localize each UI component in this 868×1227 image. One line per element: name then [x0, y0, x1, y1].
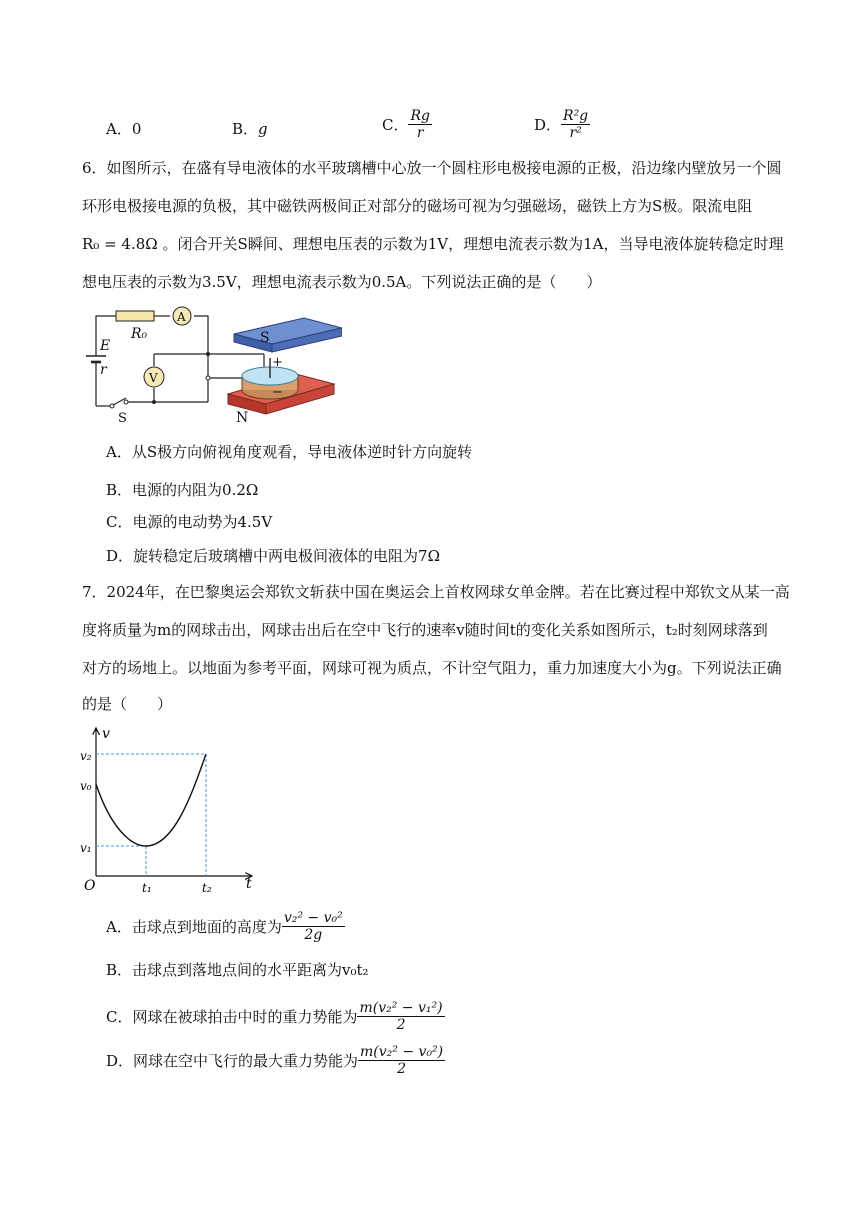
q7-option-b: B．击球点到落地点间的水平距离为v₀t₂: [106, 961, 369, 979]
plus-label: +: [272, 355, 283, 370]
q7-option-d: [106, 1044, 445, 1077]
q6-stem-line-3: R₀ = 4.8Ω 。闭合开关S瞬间、理想电压表的示数为1V，理想电流表示数为1A，当导电液体旋转稳定时理: [82, 235, 784, 253]
q7-option-d-label: D．网球在空中飞行的最大重力势能为: [106, 1052, 359, 1070]
tick-label-t2: t₂: [202, 881, 212, 895]
q7-stem-line-3: 对方的场地上。以地面为参考平面，网球可视为质点，不计空气阻力，重力加速度大小为g。下列说法正确: [82, 659, 782, 677]
q7-option-c: [106, 1000, 445, 1033]
fraction-denominator: 2g: [304, 927, 323, 943]
velocity-curve: [96, 754, 206, 846]
q7-option-a-fraction: [282, 910, 345, 943]
q5-option-a: A．0: [106, 120, 142, 138]
switch-label: S: [118, 411, 127, 426]
q5-option-b-value: g: [258, 120, 268, 138]
q7-option-c-fraction: [357, 1000, 444, 1033]
q5-option-c: [382, 108, 432, 141]
q5-option-d-label: D．: [534, 116, 562, 134]
tick-label-v2: v₂: [80, 749, 92, 763]
x-axis-label: t: [246, 876, 252, 892]
q7-velocity-time-chart: [74, 722, 274, 898]
minus-label: −: [272, 385, 283, 400]
q6-stem-line-1: 6．如图所示，在盛有导电液体的水平玻璃槽中心放一个圆柱形电极接电源的正极，沿边缘内壁放另一个圆: [82, 159, 782, 177]
fraction-numerator: Rg: [410, 108, 430, 124]
origin-label: O: [84, 878, 96, 894]
q7-option-a: [106, 910, 345, 943]
q5-option-c-label: C．: [382, 116, 409, 134]
q5-option-b-label: B．: [232, 120, 259, 138]
magnet-n-label: N: [236, 410, 249, 426]
q7-stem-line-4: 的是（ ）: [82, 695, 173, 713]
q6-option-a: A．从S极方向俯视角度观看，导电液体逆时针方向旋转: [106, 443, 473, 461]
tick-label-v1: v₁: [80, 841, 92, 855]
q7-option-c-label: C．网球在被球拍击中时的重力势能为: [106, 1008, 358, 1026]
q6-option-d: D．旋转稳定后玻璃槽中两电极间液体的电阻为7Ω: [106, 547, 441, 565]
q6-circuit-figure: [74, 298, 342, 428]
fraction-denominator: 2: [396, 1017, 406, 1033]
voltmeter-label: V: [149, 371, 158, 385]
ammeter-label: A: [177, 310, 186, 324]
tick-label-t1: t₁: [142, 881, 152, 895]
fraction-denominator: r²: [569, 125, 582, 141]
magnet-s-label: S: [260, 330, 270, 346]
q6-option-c: C．电源的电动势为4.5V: [106, 513, 273, 531]
q7-option-d-fraction: [358, 1044, 445, 1077]
q5-option-c-fraction: [408, 108, 432, 141]
resistor-label: R₀: [131, 326, 148, 342]
q7-stem-line-2: 度将质量为m的网球击出，网球击出后在空中飞行的速率v随时间t的变化关系如图所示，t₂时刻网球落到: [82, 621, 768, 639]
q7-stem-line-1: 7．2024年，在巴黎奥运会郑钦文斩获中国在奥运会上首枚网球女单金牌。若在比赛过程中郑钦文从某一高: [82, 583, 790, 601]
q5-option-d-fraction: [561, 108, 590, 141]
q5-option-b: [232, 118, 268, 139]
fraction-numerator: v₂² − v₀²: [283, 910, 343, 926]
q7-option-a-label: A．击球点到地面的高度为: [106, 918, 282, 936]
internal-resistance-label: r: [100, 362, 107, 378]
tick-label-v0: v₀: [80, 779, 92, 793]
fraction-numerator: R²g: [563, 108, 589, 124]
q6-option-b: B．电源的内阻为0.2Ω: [106, 481, 259, 499]
q5-option-d: [534, 108, 590, 141]
emf-label: E: [100, 338, 111, 354]
fraction-denominator: 2: [397, 1061, 407, 1077]
q6-stem-line-2: 环形电极接电源的负极，其中磁铁两极间正对部分的磁场可视为匀强磁场，磁铁上方为S极。限流电阻: [82, 197, 753, 215]
q6-stem-line-4: 想电压表的示数为3.5V，理想电流表示数为0.5A。下列说法正确的是（ ）: [82, 273, 602, 291]
y-axis-label: v: [102, 726, 110, 742]
fraction-numerator: m(v₂² − v₀²): [360, 1044, 444, 1060]
fraction-denominator: r: [416, 125, 424, 141]
fraction-numerator: m(v₂² − v₁²): [359, 1000, 443, 1016]
